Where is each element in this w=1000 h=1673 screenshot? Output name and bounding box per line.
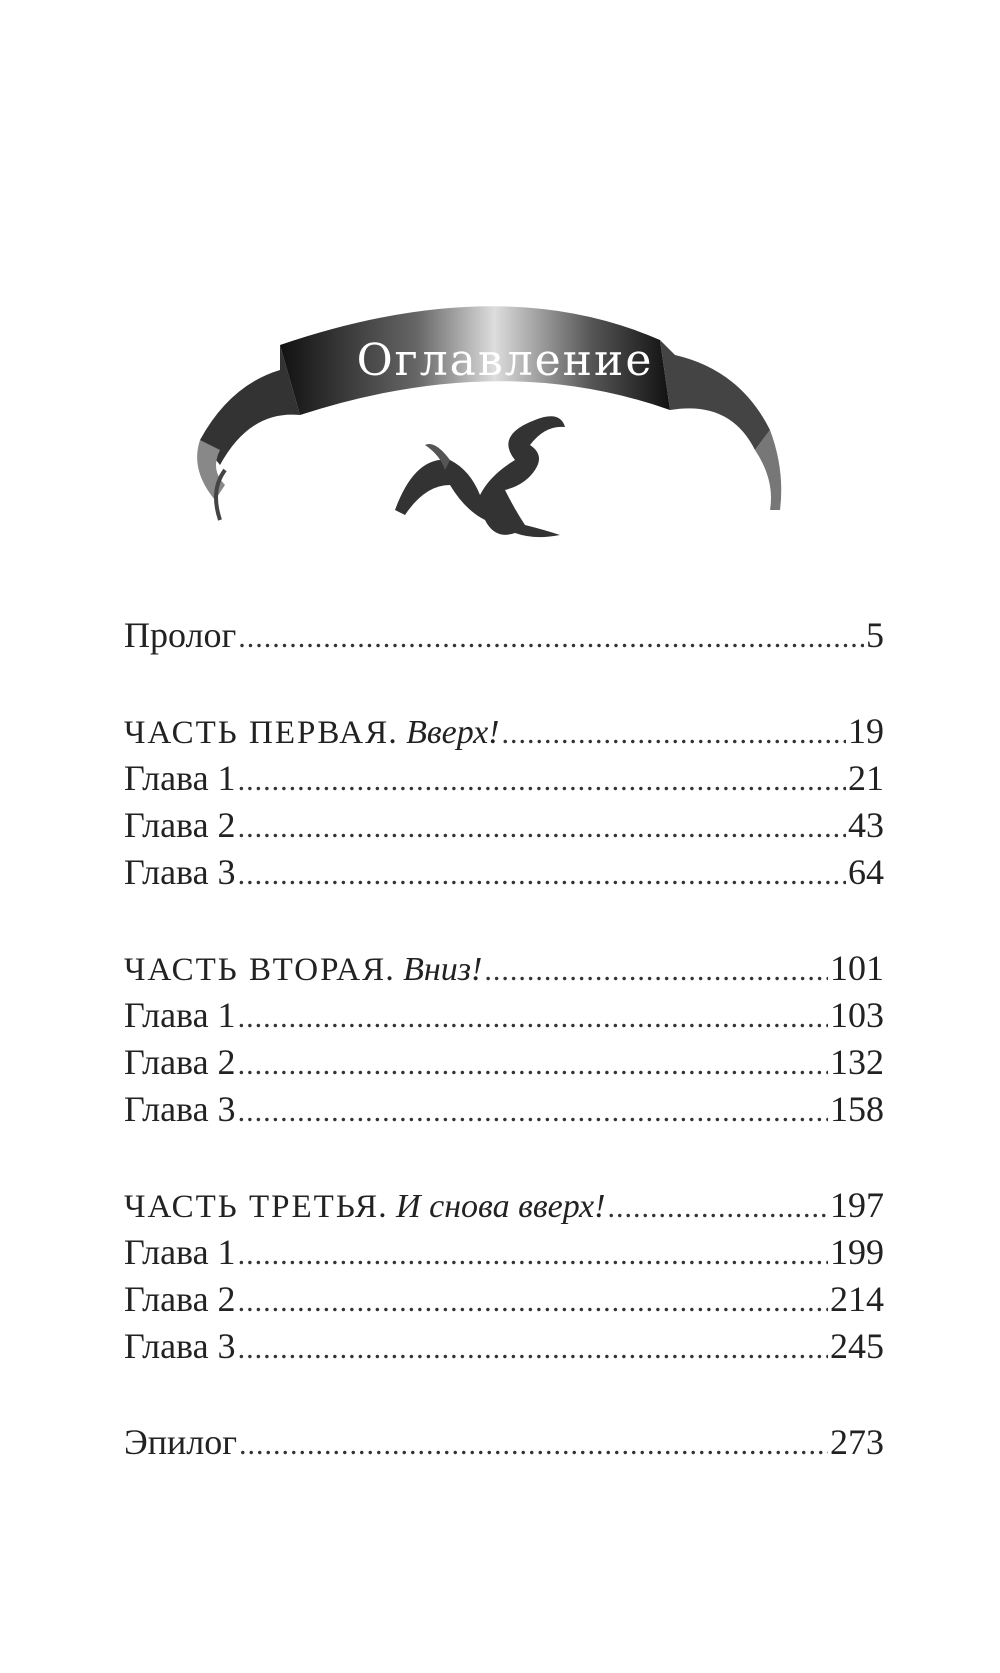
toc-entry-chapter[interactable] (124, 755, 884, 802)
toc-entry-label: Глава 2 (124, 1042, 236, 1082)
toc-entry-label: Глава 1 (124, 995, 236, 1035)
dot-leader (238, 1088, 828, 1135)
toc-entry-label: Глава 3 (124, 1089, 236, 1129)
table-of-contents (124, 612, 884, 1466)
dot-leader (238, 1278, 828, 1325)
toc-entry-page: 5 (866, 615, 884, 655)
toc-entry-part-3[interactable] (124, 1182, 884, 1229)
dot-leader (238, 1041, 828, 1088)
toc-entry-chapter[interactable] (124, 1276, 884, 1323)
toc-entry-part-2[interactable] (124, 945, 884, 992)
toc-entry-label: Глава 1 (124, 1232, 236, 1272)
toc-entry-chapter[interactable] (124, 1039, 884, 1086)
toc-entry-label: Глава 2 (124, 805, 236, 845)
toc-entry-label: Пролог (124, 615, 237, 655)
part-subtitle: . Вверх! (389, 714, 500, 751)
toc-entry-page: 199 (830, 1232, 884, 1272)
dot-leader (238, 804, 846, 851)
toc-entry-label: Глава 3 (124, 1326, 236, 1366)
toc-entry-label: Эпилог (124, 1422, 238, 1462)
part-title: ЧАСТЬ ПЕРВАЯ (124, 715, 390, 751)
toc-entry-label: Глава 2 (124, 1279, 236, 1319)
dot-leader (238, 994, 828, 1041)
dot-leader (484, 947, 828, 994)
toc-entry-page: 19 (848, 711, 884, 751)
dot-leader (238, 851, 846, 898)
toc-entry-chapter[interactable] (124, 1323, 884, 1370)
toc-entry-part-1[interactable] (124, 708, 884, 755)
toc-entry-page: 103 (830, 995, 884, 1035)
toc-entry-chapter[interactable] (124, 849, 884, 896)
dot-leader (607, 1184, 828, 1231)
part-subtitle: . Вниз! (386, 951, 483, 988)
page-title: Оглавление (356, 335, 654, 386)
toc-entry-page: 101 (830, 948, 884, 988)
toc-entry-page: 43 (848, 805, 884, 845)
dot-leader (238, 757, 846, 804)
toc-entry-chapter[interactable] (124, 992, 884, 1039)
toc-entry-chapter[interactable] (124, 802, 884, 849)
banner-ornament (180, 290, 820, 570)
toc-entry-label: Глава 3 (124, 852, 236, 892)
toc-entry-page: 132 (830, 1042, 884, 1082)
toc-entry-label: Глава 1 (124, 758, 236, 798)
dot-leader (238, 614, 864, 661)
dot-leader (501, 710, 846, 757)
part-title: ЧАСТЬ ТРЕТЬЯ (124, 1189, 380, 1225)
dot-leader (238, 1231, 828, 1278)
toc-entry-label (124, 945, 482, 994)
toc-entry-page: 64 (848, 852, 884, 892)
toc-entry-epilogue[interactable] (124, 1419, 884, 1466)
toc-entry-page: 197 (830, 1185, 884, 1225)
toc-entry-chapter[interactable] (124, 1229, 884, 1276)
toc-entry-page: 273 (830, 1422, 884, 1462)
toc-entry-prologue[interactable] (124, 612, 884, 659)
toc-entry-page: 21 (848, 758, 884, 798)
toc-entry-page: 158 (830, 1089, 884, 1129)
toc-entry-label (124, 1182, 605, 1231)
dot-leader (239, 1421, 828, 1468)
toc-entry-label (124, 708, 499, 757)
toc-entry-chapter[interactable] (124, 1086, 884, 1133)
dot-leader (238, 1325, 828, 1372)
part-title: ЧАСТЬ ВТОРАЯ (124, 952, 387, 988)
part-subtitle: . И снова вверх! (379, 1188, 606, 1225)
dragon-icon (395, 416, 565, 537)
toc-entry-page: 214 (830, 1279, 884, 1319)
toc-entry-page: 245 (830, 1326, 884, 1366)
